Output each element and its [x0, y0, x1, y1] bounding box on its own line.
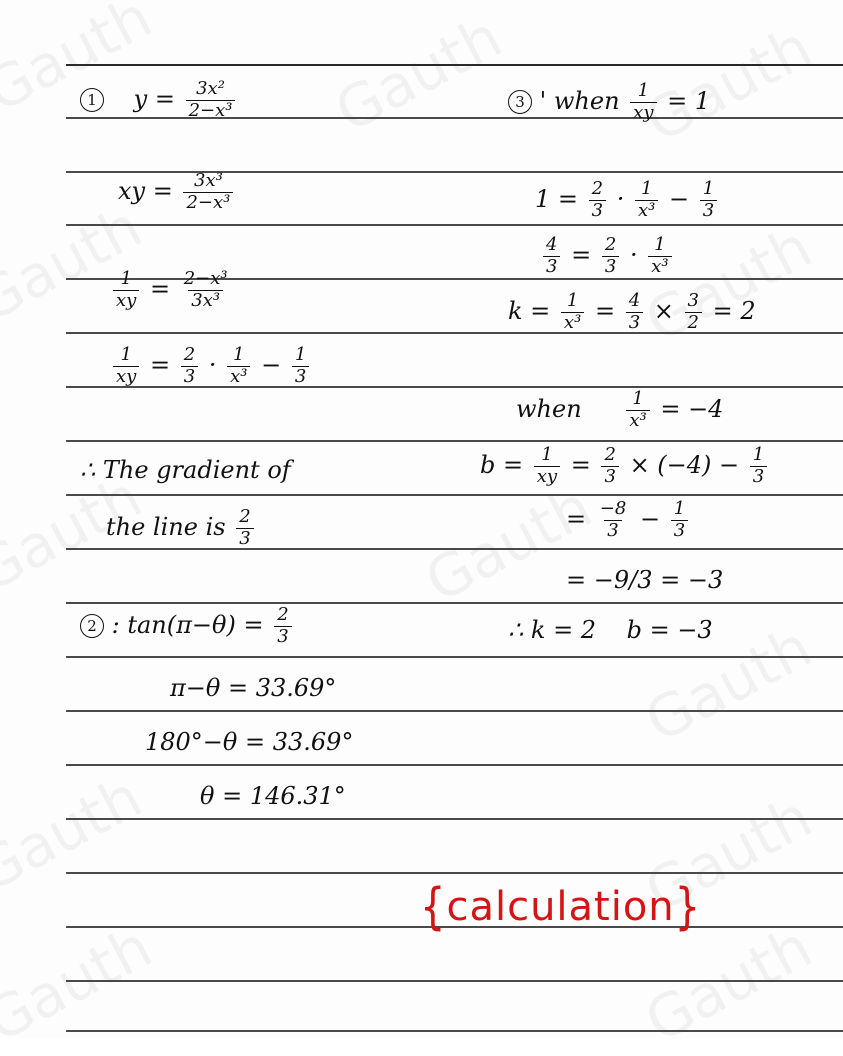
lhs: : tan(π−θ) = [111, 610, 264, 639]
fraction: $\frac{2}{3}$ [181, 346, 198, 387]
ruled-line [66, 980, 843, 982]
gradient-text: the line is [106, 512, 226, 541]
dot: · [629, 240, 638, 269]
fraction: $\frac{4}{3}$ [626, 292, 643, 333]
gradient-value [106, 508, 257, 549]
lhs: k = [508, 296, 551, 325]
ruled-line [66, 710, 843, 712]
ruled-line [66, 440, 843, 442]
minus: − [639, 504, 661, 533]
watermark [0, 762, 152, 905]
dot: · [616, 184, 625, 213]
lhs: 1 = [535, 184, 579, 213]
fraction: $\frac{\text{3x²}}{\text{2−x³}}$ [186, 80, 236, 121]
fraction: $\frac{1}{xy}$ [630, 82, 656, 123]
part3-line5 [566, 500, 691, 541]
part3-when2 [516, 390, 723, 431]
part3-line2 [540, 236, 675, 277]
fraction: $\frac{2}{3}$ [274, 606, 291, 647]
part2-line3: 180°−θ = 33.69° [145, 728, 354, 756]
fraction: $\frac{2}{3}$ [602, 236, 619, 277]
part3-line3 [508, 292, 756, 333]
watermark [324, 2, 512, 145]
fraction: $\frac{1}{\text{x³}}$ [227, 346, 250, 387]
part2-line1 [80, 606, 295, 647]
calculation-note [420, 878, 702, 936]
fraction: $\frac{1}{xy}$ [113, 270, 139, 311]
ruled-line [66, 602, 843, 604]
fraction: $\frac{-8}{3}$ [599, 498, 627, 541]
fraction: $\frac{4}{3}$ [543, 236, 560, 277]
fraction: $\frac{2}{3}$ [601, 446, 618, 487]
when-text: ' when [539, 86, 620, 115]
gradient-statement: ∴ The gradient of [80, 456, 291, 484]
fraction: $\frac{\text{2−x³}}{\text{3x³}}$ [183, 268, 228, 311]
close-brace: } [674, 878, 702, 936]
fraction: $\frac{1}{xy}$ [113, 346, 139, 387]
ruled-line [66, 764, 843, 766]
fraction: $\frac{3}{2}$ [685, 292, 702, 333]
fraction: $\frac{1}{3}$ [671, 500, 688, 541]
part1-line4 [110, 346, 312, 387]
part2-line4: θ = 146.31° [200, 782, 346, 810]
fraction: $\frac{1}{3}$ [700, 180, 717, 221]
part3-line4 [480, 446, 770, 487]
part1-line1 [80, 80, 238, 121]
result: = 2 [712, 296, 756, 325]
part-number-1: 1 [80, 88, 104, 112]
rhs: = 1 [667, 86, 711, 115]
part3-conclusion: ∴ k = 2 b = −3 [508, 616, 713, 644]
watermark [634, 912, 822, 1055]
rhs: = −4 [660, 394, 724, 423]
lhs: xy = [118, 176, 173, 205]
part1-line2 [118, 172, 236, 213]
fraction: $\frac{\text{3x³}}{\text{2−x³}}$ [183, 172, 233, 213]
equals: = [149, 274, 171, 303]
part-number-2: 2 [80, 614, 104, 638]
fraction: $\frac{1}{\text{x³}}$ [626, 390, 649, 431]
ruled-line [66, 818, 843, 820]
equals: = [571, 240, 592, 269]
fraction: $\frac{1}{3}$ [292, 346, 309, 387]
part3-line6: = −9/3 = −3 [566, 566, 724, 594]
ruled-line [66, 494, 843, 496]
note-text: calculation [446, 884, 675, 930]
ruled-line [66, 656, 843, 658]
part3-line1 [535, 180, 720, 221]
equals: = [566, 504, 587, 533]
fraction: $\frac{2}{3}$ [589, 180, 606, 221]
fraction: $\frac{1}{\text{x³}}$ [561, 292, 584, 333]
part2-line2: π−θ = 33.69° [170, 674, 337, 702]
equals: = [594, 296, 616, 325]
part-number-3: 3 [508, 90, 532, 114]
dot: · [208, 350, 217, 379]
open-brace: { [420, 878, 447, 936]
ruled-line [66, 872, 843, 874]
watermark [0, 912, 162, 1055]
fraction: $\frac{2}{3}$ [236, 508, 253, 549]
fraction: $\frac{1}{\text{x³}}$ [648, 236, 671, 277]
when-text: when [516, 394, 582, 423]
fraction: $\frac{1}{3}$ [750, 446, 767, 487]
equals: = [570, 450, 591, 479]
times: × [653, 296, 674, 325]
ruled-line [66, 1030, 843, 1032]
lhs: b = [480, 450, 524, 479]
equals: = [149, 350, 171, 379]
minus: − [669, 184, 690, 213]
expression: × (−4) − [629, 450, 740, 479]
minus: − [261, 350, 282, 379]
part3-when1 [508, 82, 710, 123]
ruled-line [66, 224, 843, 226]
fraction: $\frac{1}{xy}$ [534, 446, 560, 487]
fraction: $\frac{1}{\text{x³}}$ [635, 180, 658, 221]
part1-line3 [110, 270, 234, 311]
page-top-edge [66, 64, 843, 66]
watermark [0, 192, 152, 335]
lhs: y = [133, 84, 175, 113]
